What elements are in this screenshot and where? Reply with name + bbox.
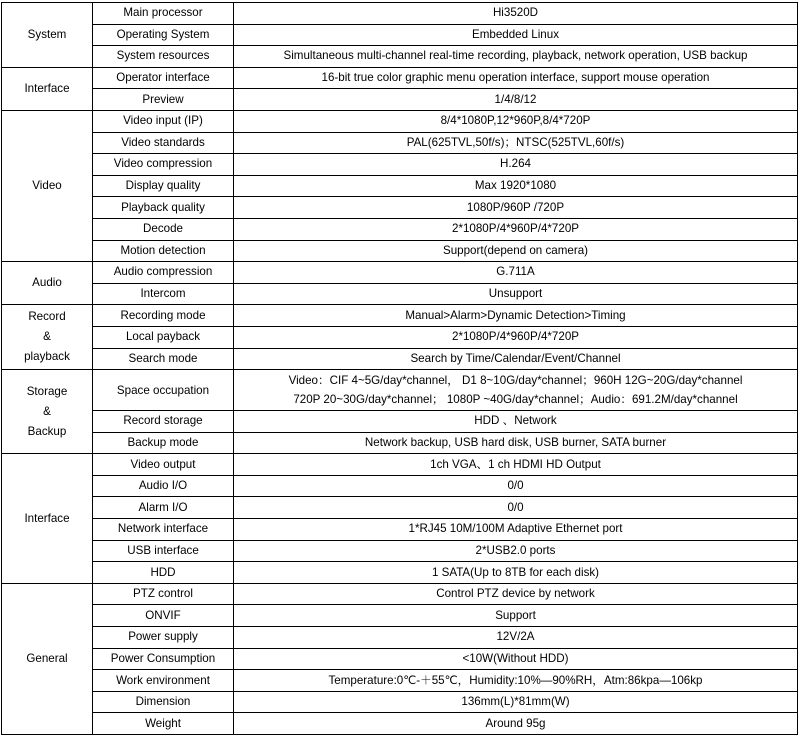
table-row: [2, 197, 798, 219]
spec-value: [234, 197, 798, 219]
spec-value: [234, 691, 798, 713]
spec-value: [234, 240, 798, 262]
category-cell: [2, 305, 93, 370]
table-row: [2, 497, 798, 519]
spec-label: Display quality: [93, 175, 234, 197]
table-row: [2, 154, 798, 176]
spec-value: [234, 519, 798, 541]
category-label: General: [26, 651, 68, 665]
spec-value-line: 2*USB2.0 ports: [475, 543, 556, 557]
spec-value-line: Unsupport: [488, 287, 543, 301]
spec-value: [234, 627, 798, 649]
spec-value-line: Around 95g: [485, 716, 546, 730]
spec-value-line: <10W(Without HDD): [462, 651, 569, 665]
spec-value: [234, 713, 798, 735]
spec-value-line: 0/0: [507, 479, 524, 493]
spec-value: [234, 497, 798, 519]
spec-value: [234, 411, 798, 433]
spec-value: [234, 348, 798, 370]
spec-value: [234, 562, 798, 584]
category-cell: [2, 454, 93, 584]
spec-value-line: Simultaneous multi-channel real-time recording, playback, network operation, USB backup: [283, 49, 748, 63]
spec-value: [234, 326, 798, 348]
category-label: playback: [24, 350, 70, 364]
table-row: [2, 240, 798, 262]
spec-label: Dimension: [93, 691, 234, 713]
table-row: [2, 583, 798, 605]
spec-value: [234, 89, 798, 111]
table-row: [2, 370, 798, 411]
spec-label: Backup mode: [93, 432, 234, 454]
spec-value: [234, 432, 798, 454]
spec-value-line: Video：CIF 4~5G/day*channel， D1 8~10G/day*channel；960H 12G~20G/day*channel: [288, 374, 743, 388]
category-label: System: [27, 27, 67, 41]
spec-value: [234, 262, 798, 284]
spec-value-line: Hi3520D: [492, 6, 539, 20]
spec-label: Operating System: [93, 24, 234, 46]
category-cell: [2, 3, 93, 68]
category-cell: [2, 67, 93, 110]
spec-value-line: Embedded Linux: [471, 27, 559, 41]
spec-label: Operator interface: [93, 67, 234, 89]
spec-label: Space occupation: [93, 370, 234, 411]
spec-value-line: 2*1080P/4*960P/4*720P: [452, 222, 579, 236]
table-row: [2, 454, 798, 476]
spec-value-line: Search by Time/Calendar/Event/Channel: [410, 351, 621, 365]
table-row: [2, 475, 798, 497]
spec-value: [234, 454, 798, 476]
table-row: [2, 519, 798, 541]
spec-value-line: 1/4/8/12: [494, 92, 537, 106]
category-cell: [2, 110, 93, 261]
spec-value-line: Control PTZ device by network: [436, 587, 595, 601]
spec-value-line: 720P 20~30G/day*channel； 1080P ~40G/day*channel；Audio：691.2M/day*channel: [293, 393, 738, 407]
category-label: &: [43, 404, 51, 418]
spec-value: [234, 283, 798, 305]
spec-label: Power supply: [93, 627, 234, 649]
spec-value-line: 1ch VGA、1 ch HDMI HD Output: [430, 457, 601, 471]
spec-value: [234, 3, 798, 25]
table-row: [2, 627, 798, 649]
category-cell: [2, 370, 93, 454]
spec-value: [234, 110, 798, 132]
spec-value: [234, 218, 798, 240]
table-row: [2, 262, 798, 284]
spec-table-body: [2, 3, 798, 735]
spec-value-line: 1*RJ45 10M/100M Adaptive Ethernet port: [408, 522, 623, 536]
spec-value: [234, 670, 798, 692]
spec-label: Alarm I/O: [93, 497, 234, 519]
table-row: [2, 348, 798, 370]
table-row: [2, 67, 798, 89]
table-row: [2, 432, 798, 454]
spec-value-line: G.711A: [496, 265, 535, 279]
table-row: [2, 89, 798, 111]
table-row: [2, 713, 798, 735]
table-row: [2, 691, 798, 713]
spec-value-line: Temperature:0℃-＋55℃，Humidity:10%—90%RH，Atm:86kpa—106kp: [328, 673, 703, 687]
spec-value-line: Support: [495, 608, 536, 622]
spec-value: [234, 67, 798, 89]
spec-value-line: 0/0: [507, 500, 524, 514]
category-label: Storage: [26, 384, 68, 398]
table-row: [2, 562, 798, 584]
spec-value-line: 1080P/960P /720P: [466, 200, 565, 214]
spec-label: Main processor: [93, 3, 234, 25]
spec-value-line: 2*1080P/4*960P/4*720P: [452, 330, 579, 344]
spec-value: [234, 24, 798, 46]
category-label: Backup: [27, 424, 67, 438]
table-row: [2, 305, 798, 327]
category-label: Video: [32, 179, 62, 193]
spec-label: System resources: [93, 46, 234, 68]
spec-label: Recording mode: [93, 305, 234, 327]
spec-label: PTZ control: [93, 583, 234, 605]
spec-label: Local payback: [93, 326, 234, 348]
spec-label: Search mode: [93, 348, 234, 370]
spec-label: ONVIF: [93, 605, 234, 627]
spec-table: [1, 2, 798, 735]
table-row: [2, 3, 798, 25]
spec-label: Audio compression: [93, 262, 234, 284]
spec-value-line: Support(depend on camera): [442, 243, 588, 257]
spec-value: [234, 175, 798, 197]
spec-label: Decode: [93, 218, 234, 240]
spec-value-line: Max 1920*1080: [474, 179, 557, 193]
spec-label: Preview: [93, 89, 234, 111]
spec-label: Intercom: [93, 283, 234, 305]
spec-value: [234, 648, 798, 670]
table-row: [2, 670, 798, 692]
spec-value-line: 1 SATA(Up to 8TB for each disk): [431, 565, 600, 579]
spec-value: [234, 540, 798, 562]
spec-value: [234, 305, 798, 327]
spec-value-line: H.264: [500, 157, 531, 171]
category-label: Interface: [24, 81, 70, 95]
spec-value-line: 12V/2A: [496, 630, 535, 644]
spec-value-line: PAL(625TVL,50f/s)；NTSC(525TVL,60f/s): [406, 135, 625, 149]
table-row: [2, 605, 798, 627]
category-label: &: [43, 330, 51, 344]
spec-value: [234, 132, 798, 154]
spec-label: Video input (IP): [93, 110, 234, 132]
table-row: [2, 283, 798, 305]
spec-label: Network interface: [93, 519, 234, 541]
table-row: [2, 132, 798, 154]
spec-value: [234, 370, 798, 411]
spec-value-line: 16-bit true color graphic menu operation interface, support mouse operation: [321, 71, 710, 85]
table-row: [2, 218, 798, 240]
spec-label: Video standards: [93, 132, 234, 154]
spec-label: Audio I/O: [93, 475, 234, 497]
spec-value: [234, 154, 798, 176]
spec-value: [234, 605, 798, 627]
spec-label: Video compression: [93, 154, 234, 176]
table-row: [2, 411, 798, 433]
spec-label: HDD: [93, 562, 234, 584]
spec-value: [234, 583, 798, 605]
category-label: Interface: [24, 511, 70, 525]
spec-value: [234, 46, 798, 68]
table-row: [2, 46, 798, 68]
spec-value-line: 136mm(L)*81mm(W): [461, 695, 570, 709]
spec-label: Record storage: [93, 411, 234, 433]
spec-value-line: HDD 、Network: [474, 414, 557, 428]
spec-value-line: Network backup, USB hard disk, USB burner, SATA burner: [364, 435, 667, 449]
spec-label: Power Consumption: [93, 648, 234, 670]
category-cell: [2, 262, 93, 305]
table-row: [2, 175, 798, 197]
spec-value-line: Manual>Alarm>Dynamic Detection>Timing: [405, 308, 626, 322]
spec-label: Video output: [93, 454, 234, 476]
table-row: [2, 326, 798, 348]
spec-label: USB interface: [93, 540, 234, 562]
table-row: [2, 110, 798, 132]
table-row: [2, 648, 798, 670]
category-label: Audio: [32, 276, 62, 290]
category-cell: [2, 583, 93, 734]
category-label: Record: [28, 310, 66, 324]
spec-label: Playback quality: [93, 197, 234, 219]
spec-label: Motion detection: [93, 240, 234, 262]
table-row: [2, 24, 798, 46]
spec-value-line: 8/4*1080P,12*960P,8/4*720P: [440, 114, 591, 128]
spec-label: Weight: [93, 713, 234, 735]
spec-value: [234, 475, 798, 497]
spec-label: Work environment: [93, 670, 234, 692]
table-row: [2, 540, 798, 562]
